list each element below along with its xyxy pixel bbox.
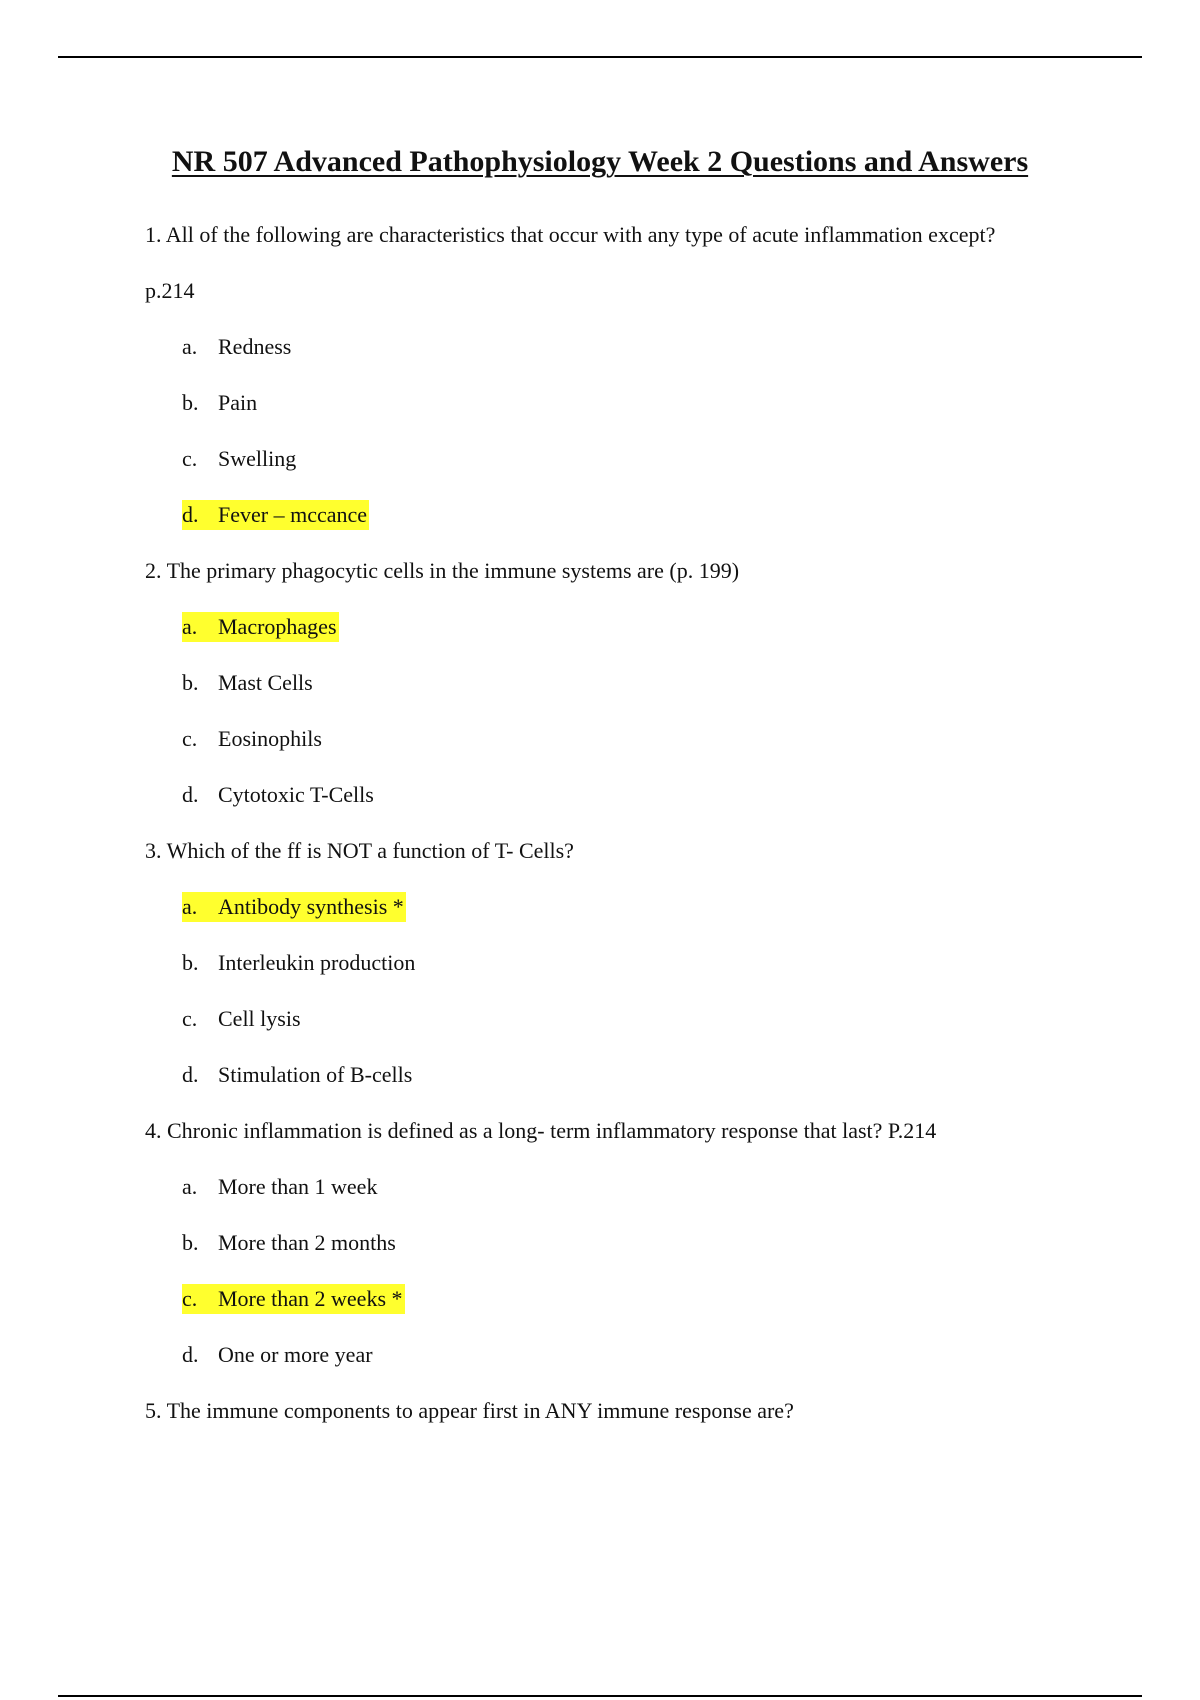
question-1-text: 1. All of the following are characteristics that occur with any type of acute inflammation except? (145, 222, 996, 247)
document-title: NR 507 Advanced Pathophysiology Week 2 Questions and Answers (171, 145, 1029, 178)
option-letter: a. (182, 1174, 198, 1199)
option-label: Macrophages (218, 614, 337, 639)
question-2-text: 2. The primary phagocytic cells in the immune systems are (p. 199) (145, 558, 740, 583)
question-4-option-b (145, 1228, 1105, 1284)
option-letter: d. (182, 502, 199, 527)
option-label: Antibody synthesis * (218, 894, 404, 919)
option-label: Cell lysis (218, 1006, 301, 1031)
option-letter: c. (182, 446, 198, 471)
question-3-option-a (145, 892, 1105, 948)
question-3-text: 3. Which of the ff is NOT a function of T- Cells? (145, 838, 574, 863)
option-letter: c. (182, 1006, 198, 1031)
option-letter: a. (182, 334, 198, 359)
question-4-option-d (145, 1340, 1105, 1396)
question-3-option-b (145, 948, 1105, 1004)
question-2-option-d (145, 780, 1105, 836)
question-1-option-a (145, 332, 1105, 388)
question-4-option-c (145, 1284, 1105, 1340)
option-label: Mast Cells (218, 670, 313, 695)
question-1-option-b (145, 388, 1105, 444)
question-5-text: 5. The immune components to appear first in ANY immune response are? (145, 1398, 794, 1423)
top-rule (58, 56, 1142, 58)
option-label: Swelling (218, 446, 297, 471)
option-label: Eosinophils (218, 726, 322, 751)
option-letter: d. (182, 1062, 199, 1087)
question-1-option-c (145, 444, 1105, 500)
question-2-option-b (145, 668, 1105, 724)
question-list (145, 220, 1105, 1452)
option-letter: a. (182, 894, 198, 919)
question-4-text: 4. Chronic inflammation is defined as a long- term inflammatory response that last? P.214 (145, 1118, 937, 1143)
question-3-option-c (145, 1004, 1105, 1060)
option-letter: c. (182, 726, 198, 751)
option-label: More than 2 months (218, 1230, 396, 1255)
option-letter: b. (182, 950, 199, 975)
option-letter: b. (182, 1230, 199, 1255)
option-label: Pain (218, 390, 258, 415)
question-3-option-d (145, 1060, 1105, 1116)
option-label: More than 2 weeks * (218, 1286, 403, 1311)
option-label: More than 1 week (218, 1174, 378, 1199)
option-label: Fever – mccance (218, 502, 368, 527)
option-letter: d. (182, 782, 199, 807)
option-letter: b. (182, 670, 199, 695)
question-4-option-a (145, 1172, 1105, 1228)
option-label: Cytotoxic T-Cells (218, 782, 374, 807)
option-label: Stimulation of B-cells (218, 1062, 413, 1087)
option-letter: a. (182, 614, 198, 639)
option-letter: d. (182, 1342, 199, 1367)
question-1-text-cont: p.214 (145, 278, 195, 303)
option-label: Interleukin production (218, 950, 416, 975)
option-letter: c. (182, 1286, 198, 1311)
question-1-option-d (145, 500, 1105, 556)
bottom-rule (58, 1695, 1142, 1697)
option-letter: b. (182, 390, 199, 415)
option-label: One or more year (218, 1342, 373, 1367)
question-2-option-c (145, 724, 1105, 780)
option-label: Redness (218, 334, 292, 359)
question-2-option-a (145, 612, 1105, 668)
